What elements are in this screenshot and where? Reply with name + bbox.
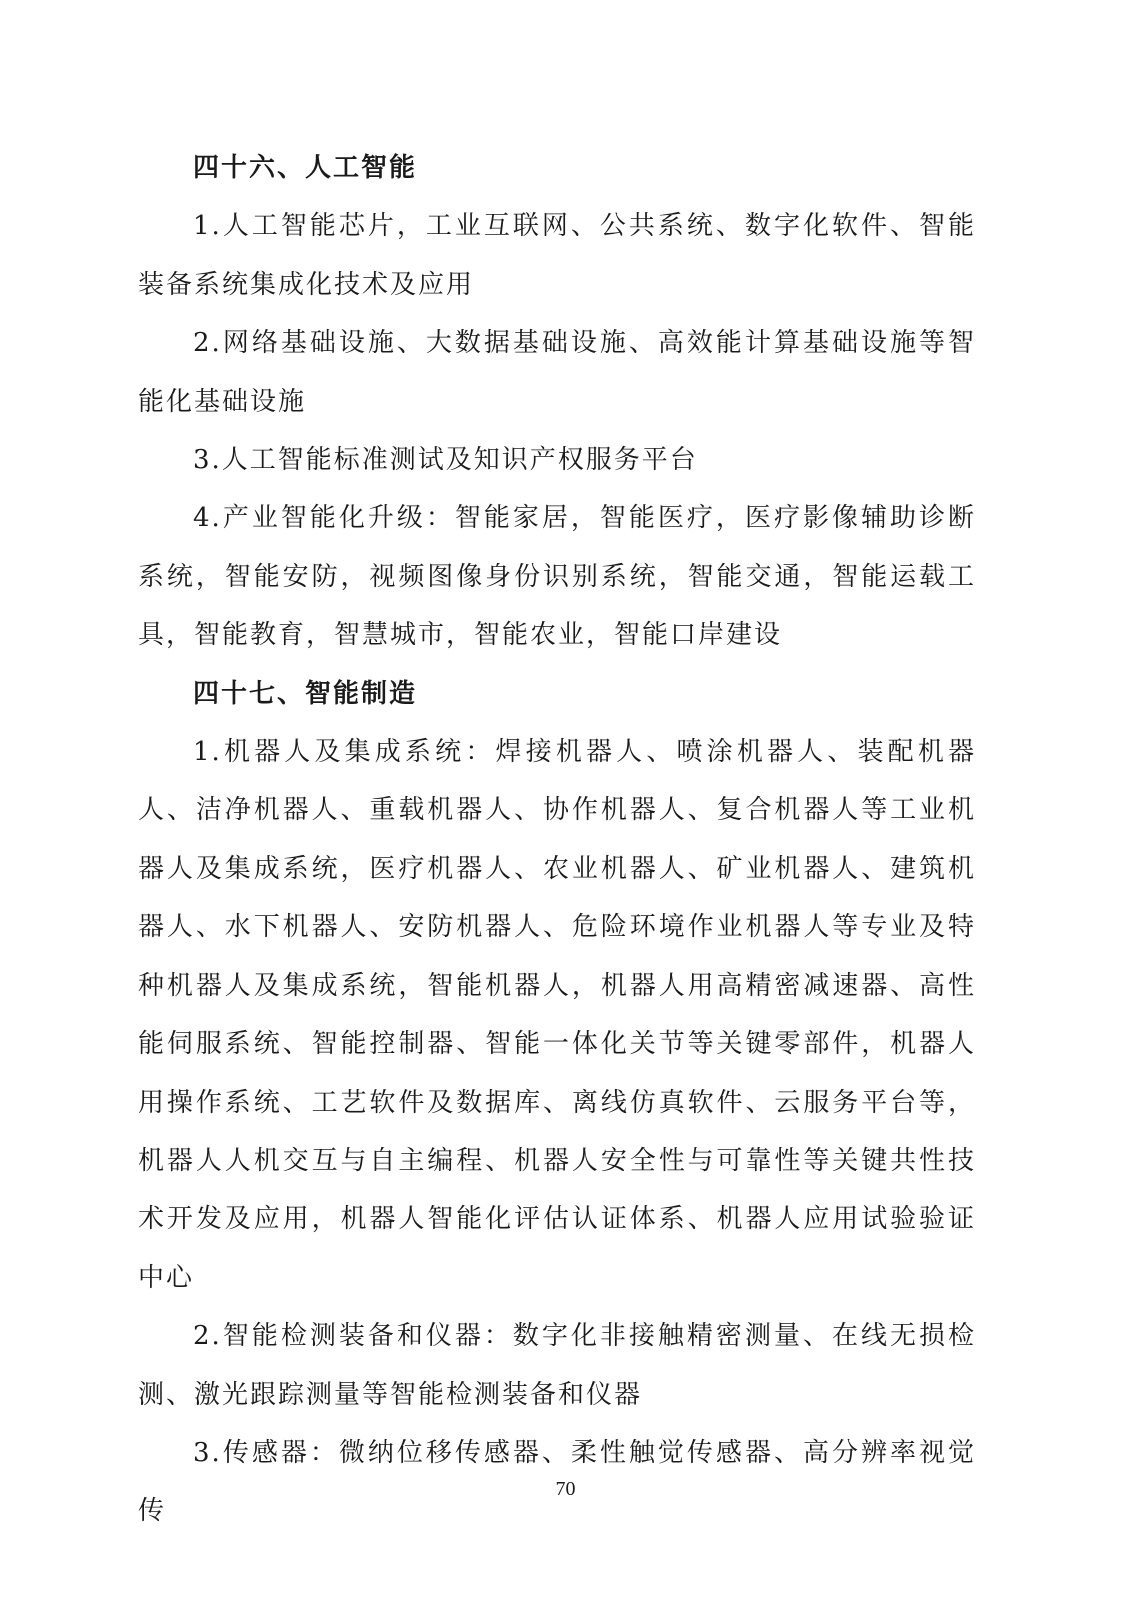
page-number: 70	[555, 1478, 576, 1500]
ai-item-1: 1.人工智能芯片，工业互联网、公共系统、数字化软件、智能装备系统集成化技术及应用	[138, 211, 976, 300]
manufacturing-item-3: 3.传感器：微纳位移传感器、柔性触觉传感器、高分辨率视觉传	[138, 1437, 976, 1527]
section-heading-ai: 四十六、人工智能	[193, 153, 418, 183]
ai-item-3: 3.人工智能标准测试及知识产权服务平台	[193, 445, 698, 476]
page-content	[138, 139, 976, 1541]
ai-item-4: 4.产业智能化升级：智能家居，智能医疗，医疗影像辅助诊断系统，智能安防，视频图像身份识别系统，智能交通，智能运载工具，智能教育，智慧城市，智能农业，智能口岸建设	[138, 503, 976, 651]
manufacturing-item-1: 1.机器人及集成系统：焊接机器人、喷涂机器人、装配机器人、洁净机器人、重载机器人、协作机器人、复合机器人等工业机器人及集成系统，医疗机器人、农业机器人、矿业机器人、建筑机器人、水下机器人、安防机器人、危险环境作业机器人等专业及特种机器人及集成系统，智能机器人，机器人用高精密减速器、高性能伺服系统、智能控制器、智能一体化关节等关键零部件，机器人用操作系统、工艺软件及数据库、离线仿真软件、云服务平台等，机器人人机交互与自主编程、机器人安全性与可靠性等关键共性技术开发及应用，机器人智能化评估认证体系、机器人应用试验验证中心	[138, 737, 976, 1293]
section-heading-smart-manufacturing: 四十七、智能制造	[193, 678, 418, 709]
ai-item-2: 2.网络基础设施、大数据基础设施、高效能计算基础设施等智能化基础设施	[138, 328, 976, 417]
manufacturing-item-2: 2.智能检测装备和仪器：数字化非接触精密测量、在线无损检测、激光跟踪测量等智能检测装备和仪器	[138, 1321, 976, 1410]
